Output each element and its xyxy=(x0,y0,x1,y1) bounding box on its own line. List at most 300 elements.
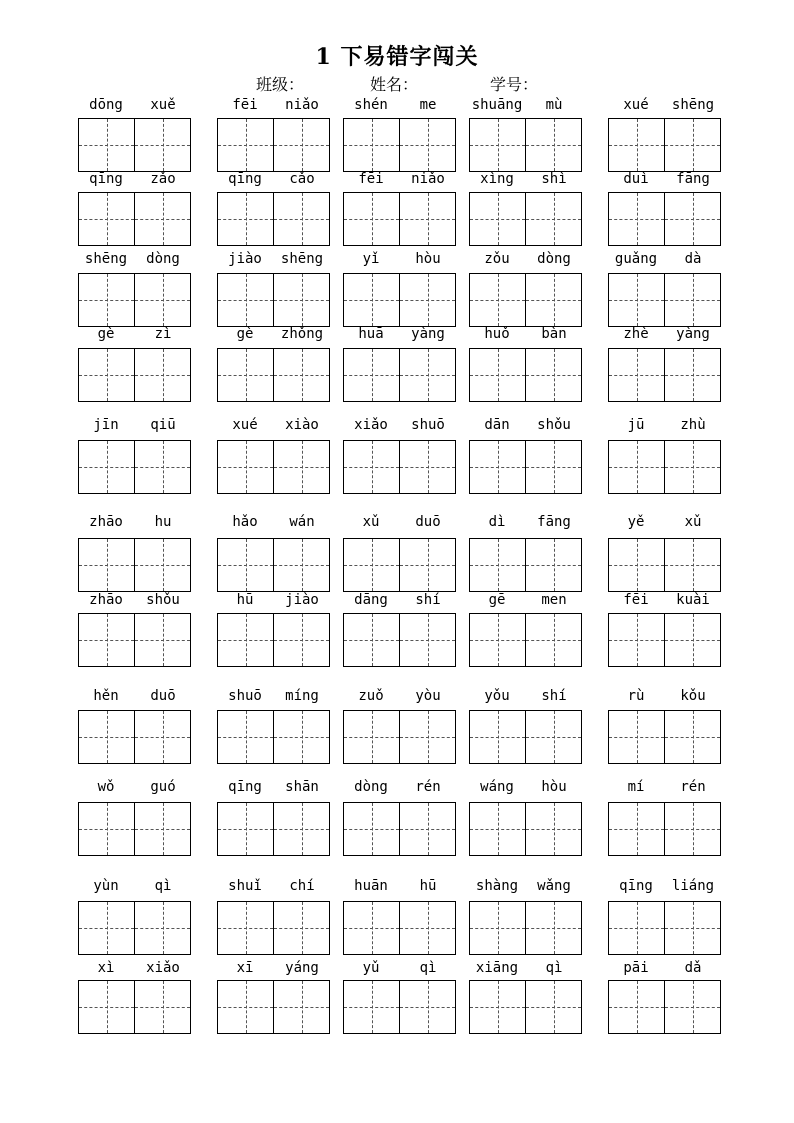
character-box[interactable] xyxy=(218,711,273,763)
pinyin-label xyxy=(469,171,582,189)
tianzige-grid xyxy=(343,440,456,494)
pinyin-label xyxy=(78,326,191,344)
tianzige-grid xyxy=(469,710,582,764)
pinyin-syllable: qì xyxy=(419,960,437,976)
character-box[interactable] xyxy=(525,274,581,326)
character-box[interactable] xyxy=(344,711,399,763)
tianzige-grid xyxy=(217,192,330,246)
tianzige-grid xyxy=(343,192,456,246)
character-box[interactable] xyxy=(273,539,329,591)
character-box[interactable] xyxy=(218,193,273,245)
pinyin-syllable: rén xyxy=(415,779,441,795)
pinyin-label xyxy=(469,592,582,610)
character-box[interactable] xyxy=(470,274,525,326)
pinyin-syllable: xǔ xyxy=(684,514,702,530)
pinyin-syllable: dà xyxy=(684,251,702,267)
tianzige-grid xyxy=(608,192,721,246)
pinyin-label xyxy=(469,779,582,797)
pinyin-label xyxy=(343,326,456,344)
pinyin-label xyxy=(78,97,191,115)
pinyin-syllable: yě xyxy=(627,514,645,530)
character-box[interactable] xyxy=(470,902,525,954)
pinyin-label xyxy=(78,779,191,797)
pinyin-label xyxy=(608,326,721,344)
pinyin-label xyxy=(343,878,456,896)
pinyin-label xyxy=(343,779,456,797)
pinyin-label xyxy=(343,251,456,269)
pinyin-syllable: wán xyxy=(289,514,315,530)
character-box[interactable] xyxy=(609,539,664,591)
pinyin-syllable: shuǐ xyxy=(228,878,262,894)
pinyin-syllable: shí xyxy=(541,688,567,704)
pinyin-syllable: yòu xyxy=(415,688,441,704)
pinyin-syllable: guó xyxy=(150,779,176,795)
character-box[interactable] xyxy=(470,711,525,763)
character-box[interactable] xyxy=(399,119,455,171)
pinyin-label xyxy=(78,417,191,435)
pinyin-syllable: dǎ xyxy=(684,960,702,976)
character-box[interactable] xyxy=(525,803,581,855)
pinyin-syllable: qīng xyxy=(619,878,653,894)
pinyin-syllable: qīng xyxy=(228,171,262,187)
character-box[interactable] xyxy=(664,539,720,591)
pinyin-syllable: duō xyxy=(415,514,441,530)
pinyin-label xyxy=(343,514,456,532)
character-box[interactable] xyxy=(664,193,720,245)
tianzige-grid xyxy=(343,802,456,856)
character-box[interactable] xyxy=(470,119,525,171)
character-box[interactable] xyxy=(218,803,273,855)
character-box[interactable] xyxy=(525,981,581,1033)
pinyin-syllable: chí xyxy=(289,878,315,894)
tianzige-grid xyxy=(343,901,456,955)
pinyin-syllable: qì xyxy=(545,960,563,976)
tianzige-grid xyxy=(78,613,191,667)
character-box[interactable] xyxy=(399,711,455,763)
character-box[interactable] xyxy=(609,803,664,855)
pinyin-syllable: shuō xyxy=(411,417,445,433)
character-box[interactable] xyxy=(344,441,399,493)
pinyin-syllable: wǎng xyxy=(537,878,571,894)
character-box[interactable] xyxy=(344,193,399,245)
tianzige-grid xyxy=(469,901,582,955)
tianzige-grid xyxy=(469,613,582,667)
pinyin-label xyxy=(217,878,330,896)
pinyin-syllable: zǒu xyxy=(484,251,510,267)
character-box[interactable] xyxy=(525,441,581,493)
character-box[interactable] xyxy=(399,803,455,855)
character-box[interactable] xyxy=(609,193,664,245)
character-box[interactable] xyxy=(664,981,720,1033)
pinyin-syllable: hu xyxy=(154,514,172,530)
character-box[interactable] xyxy=(344,902,399,954)
pinyin-syllable: fāng xyxy=(676,171,710,187)
tianzige-grid xyxy=(217,980,330,1034)
page-title: 1 下易错字闯关 xyxy=(315,44,479,70)
pinyin-label xyxy=(608,779,721,797)
character-box[interactable] xyxy=(525,711,581,763)
character-box[interactable] xyxy=(664,803,720,855)
character-box[interactable] xyxy=(664,614,720,666)
character-box[interactable] xyxy=(273,614,329,666)
character-box[interactable] xyxy=(470,193,525,245)
character-box[interactable] xyxy=(218,441,273,493)
character-box[interactable] xyxy=(399,539,455,591)
pinyin-label xyxy=(343,171,456,189)
pinyin-syllable: shēng xyxy=(671,97,715,113)
pinyin-syllable: gè xyxy=(236,326,254,342)
tianzige-grid xyxy=(608,273,721,327)
tianzige-grid xyxy=(217,802,330,856)
pinyin-syllable: dāng xyxy=(354,592,388,608)
character-box[interactable] xyxy=(134,274,190,326)
tianzige-grid xyxy=(217,901,330,955)
tianzige-grid xyxy=(78,802,191,856)
tianzige-grid xyxy=(343,710,456,764)
pinyin-syllable: hǎo xyxy=(232,514,258,530)
pinyin-syllable: niǎo xyxy=(285,97,319,113)
pinyin-label xyxy=(78,514,191,532)
character-box[interactable] xyxy=(218,981,273,1033)
character-box[interactable] xyxy=(273,803,329,855)
pinyin-syllable: xī xyxy=(236,960,254,976)
pinyin-label xyxy=(78,251,191,269)
character-box[interactable] xyxy=(218,119,273,171)
character-box[interactable] xyxy=(344,981,399,1033)
pinyin-label xyxy=(608,97,721,115)
character-box[interactable] xyxy=(273,193,329,245)
pinyin-syllable: dòng xyxy=(354,779,388,795)
character-box[interactable] xyxy=(664,119,720,171)
character-box[interactable] xyxy=(134,981,190,1033)
class-label: 班级： xyxy=(256,75,305,94)
character-box[interactable] xyxy=(79,274,134,326)
pinyin-label xyxy=(469,688,582,706)
tianzige-grid xyxy=(78,273,191,327)
tianzige-grid xyxy=(469,192,582,246)
pinyin-syllable: huā xyxy=(358,326,384,342)
pinyin-label xyxy=(608,417,721,435)
pinyin-label xyxy=(217,779,330,797)
character-box[interactable] xyxy=(134,614,190,666)
tianzige-grid xyxy=(217,440,330,494)
pinyin-syllable: dōng xyxy=(89,97,123,113)
tianzige-grid xyxy=(608,901,721,955)
tianzige-grid xyxy=(217,273,330,327)
character-box[interactable] xyxy=(273,902,329,954)
tianzige-grid xyxy=(469,538,582,592)
tianzige-grid xyxy=(608,118,721,172)
pinyin-syllable: hū xyxy=(236,592,254,608)
pinyin-syllable: yáng xyxy=(285,960,319,976)
pinyin-syllable: qīng xyxy=(228,779,262,795)
pinyin-syllable: hòu xyxy=(415,251,441,267)
pinyin-syllable: shí xyxy=(415,592,441,608)
character-box[interactable] xyxy=(344,349,399,401)
character-box[interactable] xyxy=(399,614,455,666)
pinyin-syllable: zhǒng xyxy=(280,326,324,342)
pinyin-label xyxy=(78,878,191,896)
character-box[interactable] xyxy=(525,539,581,591)
pinyin-label xyxy=(469,878,582,896)
character-box[interactable] xyxy=(664,711,720,763)
character-box[interactable] xyxy=(134,441,190,493)
pinyin-syllable: kuài xyxy=(676,592,710,608)
pinyin-syllable: xiào xyxy=(285,417,319,433)
pinyin-label xyxy=(608,514,721,532)
pinyin-syllable: rù xyxy=(627,688,645,704)
pinyin-syllable: zhāo xyxy=(89,514,123,530)
tianzige-grid xyxy=(78,538,191,592)
character-box[interactable] xyxy=(79,981,134,1033)
character-box[interactable] xyxy=(273,441,329,493)
character-box[interactable] xyxy=(79,539,134,591)
pinyin-syllable: shēng xyxy=(280,251,324,267)
pinyin-label xyxy=(469,960,582,978)
pinyin-syllable: xiǎo xyxy=(354,417,388,433)
pinyin-syllable: zhè xyxy=(623,326,649,342)
character-box[interactable] xyxy=(609,119,664,171)
tianzige-grid xyxy=(217,348,330,402)
pinyin-syllable: wáng xyxy=(480,779,514,795)
character-box[interactable] xyxy=(134,193,190,245)
tianzige-grid xyxy=(608,538,721,592)
pinyin-syllable: fēi xyxy=(358,171,384,187)
character-box[interactable] xyxy=(218,539,273,591)
pinyin-syllable: qì xyxy=(154,878,172,894)
tianzige-grid xyxy=(608,710,721,764)
character-box[interactable] xyxy=(470,803,525,855)
character-box[interactable] xyxy=(525,119,581,171)
pinyin-syllable: niǎo xyxy=(411,171,445,187)
pinyin-syllable: yùn xyxy=(93,878,119,894)
pinyin-syllable: yàng xyxy=(411,326,445,342)
character-box[interactable] xyxy=(218,902,273,954)
character-box[interactable] xyxy=(470,614,525,666)
pinyin-syllable: jiào xyxy=(285,592,319,608)
pinyin-syllable: jīn xyxy=(93,417,119,433)
pinyin-label xyxy=(343,688,456,706)
character-box[interactable] xyxy=(344,614,399,666)
pinyin-label xyxy=(608,592,721,610)
pinyin-syllable: qiū xyxy=(150,417,176,433)
pinyin-syllable: men xyxy=(541,592,567,608)
character-box[interactable] xyxy=(79,803,134,855)
tianzige-grid xyxy=(78,980,191,1034)
character-box[interactable] xyxy=(79,193,134,245)
character-box[interactable] xyxy=(399,274,455,326)
character-box[interactable] xyxy=(273,349,329,401)
character-box[interactable] xyxy=(134,349,190,401)
tianzige-grid xyxy=(343,538,456,592)
student-number-label: 学号： xyxy=(490,75,539,94)
character-box[interactable] xyxy=(664,274,720,326)
tianzige-grid xyxy=(469,802,582,856)
tianzige-grid xyxy=(78,710,191,764)
pinyin-syllable: yǒu xyxy=(484,688,510,704)
character-box[interactable] xyxy=(470,441,525,493)
pinyin-syllable: cǎo xyxy=(289,171,315,187)
pinyin-syllable: shēng xyxy=(84,251,128,267)
tianzige-grid xyxy=(608,802,721,856)
character-box[interactable] xyxy=(79,711,134,763)
character-box[interactable] xyxy=(134,711,190,763)
pinyin-syllable: pāi xyxy=(623,960,649,976)
pinyin-syllable: kǒu xyxy=(680,688,706,704)
pinyin-label xyxy=(217,514,330,532)
pinyin-syllable: yǔ xyxy=(362,960,380,976)
pinyin-syllable: hòu xyxy=(541,779,567,795)
tianzige-grid xyxy=(608,613,721,667)
tianzige-grid xyxy=(608,440,721,494)
character-box[interactable] xyxy=(609,614,664,666)
character-box[interactable] xyxy=(525,193,581,245)
pinyin-syllable: bàn xyxy=(541,326,567,342)
character-box[interactable] xyxy=(609,711,664,763)
pinyin-syllable: fēi xyxy=(623,592,649,608)
character-box[interactable] xyxy=(664,441,720,493)
pinyin-syllable: me xyxy=(419,97,437,113)
tianzige-grid xyxy=(78,440,191,494)
pinyin-syllable: zǎo xyxy=(150,171,176,187)
pinyin-label xyxy=(78,960,191,978)
pinyin-syllable: shì xyxy=(541,171,567,187)
pinyin-label xyxy=(469,251,582,269)
character-box[interactable] xyxy=(399,981,455,1033)
pinyin-syllable: xué xyxy=(232,417,258,433)
pinyin-label xyxy=(608,878,721,896)
pinyin-syllable: fēi xyxy=(232,97,258,113)
character-box[interactable] xyxy=(344,539,399,591)
tianzige-grid xyxy=(217,710,330,764)
pinyin-syllable: yàng xyxy=(676,326,710,342)
character-box[interactable] xyxy=(79,902,134,954)
pinyin-syllable: shuāng xyxy=(471,97,523,113)
character-box[interactable] xyxy=(273,119,329,171)
character-box[interactable] xyxy=(664,902,720,954)
character-box[interactable] xyxy=(609,981,664,1033)
character-box[interactable] xyxy=(134,539,190,591)
character-box[interactable] xyxy=(218,614,273,666)
tianzige-grid xyxy=(343,118,456,172)
character-box[interactable] xyxy=(134,803,190,855)
pinyin-syllable: guǎng xyxy=(614,251,658,267)
character-box[interactable] xyxy=(218,274,273,326)
character-box[interactable] xyxy=(79,614,134,666)
pinyin-label xyxy=(608,960,721,978)
pinyin-syllable: zhāo xyxy=(89,592,123,608)
pinyin-syllable: shǒu xyxy=(537,417,571,433)
pinyin-syllable: rén xyxy=(680,779,706,795)
tianzige-grid xyxy=(608,348,721,402)
character-box[interactable] xyxy=(609,441,664,493)
character-box[interactable] xyxy=(79,441,134,493)
pinyin-syllable: gè xyxy=(97,326,115,342)
pinyin-syllable: jū xyxy=(627,417,645,433)
pinyin-syllable: xiāng xyxy=(475,960,519,976)
character-box[interactable] xyxy=(525,902,581,954)
character-box[interactable] xyxy=(344,119,399,171)
character-box[interactable] xyxy=(470,539,525,591)
tianzige-grid xyxy=(469,440,582,494)
character-box[interactable] xyxy=(399,349,455,401)
character-box[interactable] xyxy=(273,274,329,326)
pinyin-syllable: míng xyxy=(285,688,319,704)
pinyin-syllable: zhù xyxy=(680,417,706,433)
tianzige-grid xyxy=(217,118,330,172)
pinyin-syllable: huǒ xyxy=(484,326,510,342)
character-box[interactable] xyxy=(79,119,134,171)
pinyin-label xyxy=(608,251,721,269)
character-box[interactable] xyxy=(609,902,664,954)
pinyin-syllable: mù xyxy=(545,97,563,113)
pinyin-syllable: hěn xyxy=(93,688,119,704)
pinyin-syllable: mí xyxy=(627,779,645,795)
tianzige-grid xyxy=(343,613,456,667)
pinyin-syllable: dì xyxy=(488,514,506,530)
character-box[interactable] xyxy=(273,981,329,1033)
character-box[interactable] xyxy=(273,711,329,763)
character-box[interactable] xyxy=(525,349,581,401)
pinyin-syllable: gē xyxy=(488,592,506,608)
pinyin-label xyxy=(343,960,456,978)
tianzige-grid xyxy=(217,613,330,667)
tianzige-grid xyxy=(343,348,456,402)
character-box[interactable] xyxy=(134,119,190,171)
character-box[interactable] xyxy=(399,902,455,954)
pinyin-syllable: wǒ xyxy=(97,779,115,795)
pinyin-syllable: xué xyxy=(623,97,649,113)
character-box[interactable] xyxy=(344,803,399,855)
character-box[interactable] xyxy=(470,981,525,1033)
pinyin-syllable: xiǎo xyxy=(146,960,180,976)
character-box[interactable] xyxy=(134,902,190,954)
pinyin-syllable: fāng xyxy=(537,514,571,530)
pinyin-label xyxy=(343,97,456,115)
character-box[interactable] xyxy=(79,349,134,401)
tianzige-grid xyxy=(469,980,582,1034)
tianzige-grid xyxy=(78,901,191,955)
pinyin-label xyxy=(469,97,582,115)
character-box[interactable] xyxy=(609,349,664,401)
pinyin-label xyxy=(217,326,330,344)
character-box[interactable] xyxy=(525,614,581,666)
character-box[interactable] xyxy=(609,274,664,326)
character-box[interactable] xyxy=(399,441,455,493)
pinyin-label xyxy=(469,326,582,344)
pinyin-syllable: xuě xyxy=(150,97,176,113)
character-box[interactable] xyxy=(344,274,399,326)
pinyin-syllable: qīng xyxy=(89,171,123,187)
pinyin-syllable: shén xyxy=(354,97,388,113)
tianzige-grid xyxy=(217,538,330,592)
tianzige-grid xyxy=(469,273,582,327)
tianzige-grid xyxy=(78,348,191,402)
pinyin-syllable: xìng xyxy=(480,171,514,187)
character-box[interactable] xyxy=(470,349,525,401)
character-box[interactable] xyxy=(218,349,273,401)
pinyin-syllable: shàng xyxy=(475,878,519,894)
pinyin-label xyxy=(217,960,330,978)
pinyin-syllable: dòng xyxy=(146,251,180,267)
pinyin-syllable: yǐ xyxy=(362,251,380,267)
character-box[interactable] xyxy=(399,193,455,245)
pinyin-syllable: duì xyxy=(623,171,649,187)
character-box[interactable] xyxy=(664,349,720,401)
pinyin-label xyxy=(343,592,456,610)
pinyin-label xyxy=(217,592,330,610)
pinyin-syllable: duō xyxy=(150,688,176,704)
